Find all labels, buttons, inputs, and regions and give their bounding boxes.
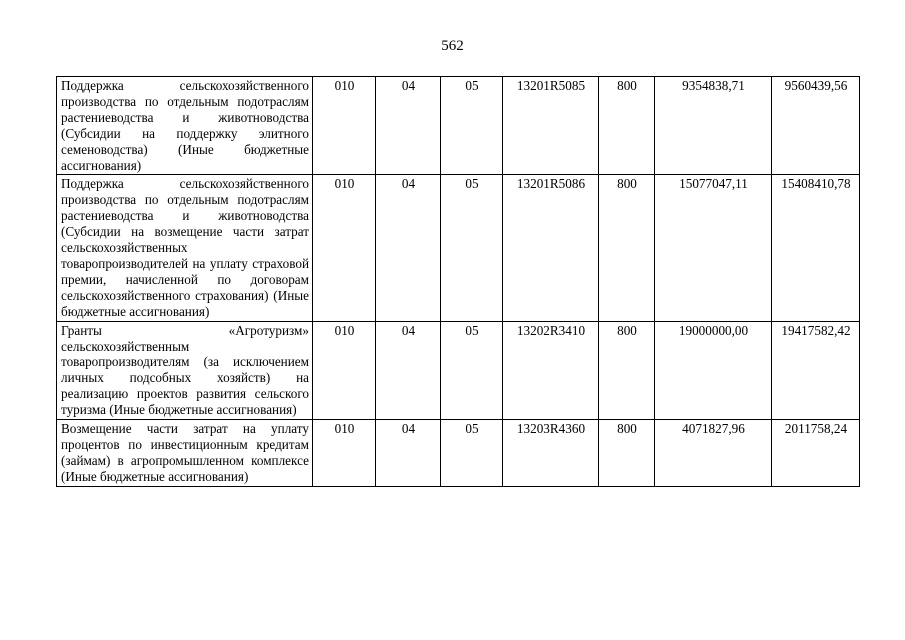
subsection-code: 05 xyxy=(441,321,503,419)
amount-year-2: 19417582,42 xyxy=(772,321,860,419)
target-article-code: 13201R5085 xyxy=(503,77,599,175)
table-row xyxy=(57,321,860,419)
amount-year-2: 2011758,24 xyxy=(772,420,860,487)
amount-year-2: 15408410,78 xyxy=(772,175,860,321)
target-article-code: 13202R3410 xyxy=(503,321,599,419)
expense-type-code: 800 xyxy=(599,420,655,487)
amount-year-1: 9354838,71 xyxy=(655,77,772,175)
section-code: 04 xyxy=(376,175,441,321)
ved-code: 010 xyxy=(313,77,376,175)
section-code: 04 xyxy=(376,77,441,175)
target-article-code: 13203R4360 xyxy=(503,420,599,487)
row-name: Гранты «Агротуризм» сельскохозяйственным товаропроизводителям (за исключением личных подсобных хозяйств) на реализацию проектов развития сельского туризма (Иные бюджетные ассигнования) xyxy=(57,321,313,419)
ved-code: 010 xyxy=(313,321,376,419)
subsection-code: 05 xyxy=(441,175,503,321)
expense-type-code: 800 xyxy=(599,321,655,419)
expense-type-code: 800 xyxy=(599,77,655,175)
page-number: 562 xyxy=(441,38,464,54)
amount-year-2: 9560439,56 xyxy=(772,77,860,175)
table-row xyxy=(57,420,860,487)
amount-year-1: 19000000,00 xyxy=(655,321,772,419)
subsection-code: 05 xyxy=(441,420,503,487)
row-name: Поддержка сельскохозяйственного производства по отдельным подотраслям растениеводства и животноводства (Субсидии на поддержку элитного семеноводства) (Иные бюджетные ассигнования) xyxy=(57,77,313,175)
ved-code: 010 xyxy=(313,175,376,321)
subsection-code: 05 xyxy=(441,77,503,175)
table-row xyxy=(57,175,860,321)
table-row xyxy=(57,77,860,175)
section-code: 04 xyxy=(376,420,441,487)
row-name: Поддержка сельскохозяйственного производства по отдельным подотраслям растениеводства и животноводства (Субсидии на возмещение части затрат сельскохозяйственных товаропроизводителей на уплату страховой премии, начисленной по договорам сельскохозяйственного страхования) (Иные бюджетные ассигнования) xyxy=(57,175,313,321)
ved-code: 010 xyxy=(313,420,376,487)
target-article-code: 13201R5086 xyxy=(503,175,599,321)
row-name: Возмещение части затрат на уплату процентов по инвестиционным кредитам (займам) в агропромышленном комплексе (Иные бюджетные ассигнования) xyxy=(57,420,313,487)
section-code: 04 xyxy=(376,321,441,419)
amount-year-1: 15077047,11 xyxy=(655,175,772,321)
expense-type-code: 800 xyxy=(599,175,655,321)
budget-table xyxy=(56,76,860,487)
amount-year-1: 4071827,96 xyxy=(655,420,772,487)
